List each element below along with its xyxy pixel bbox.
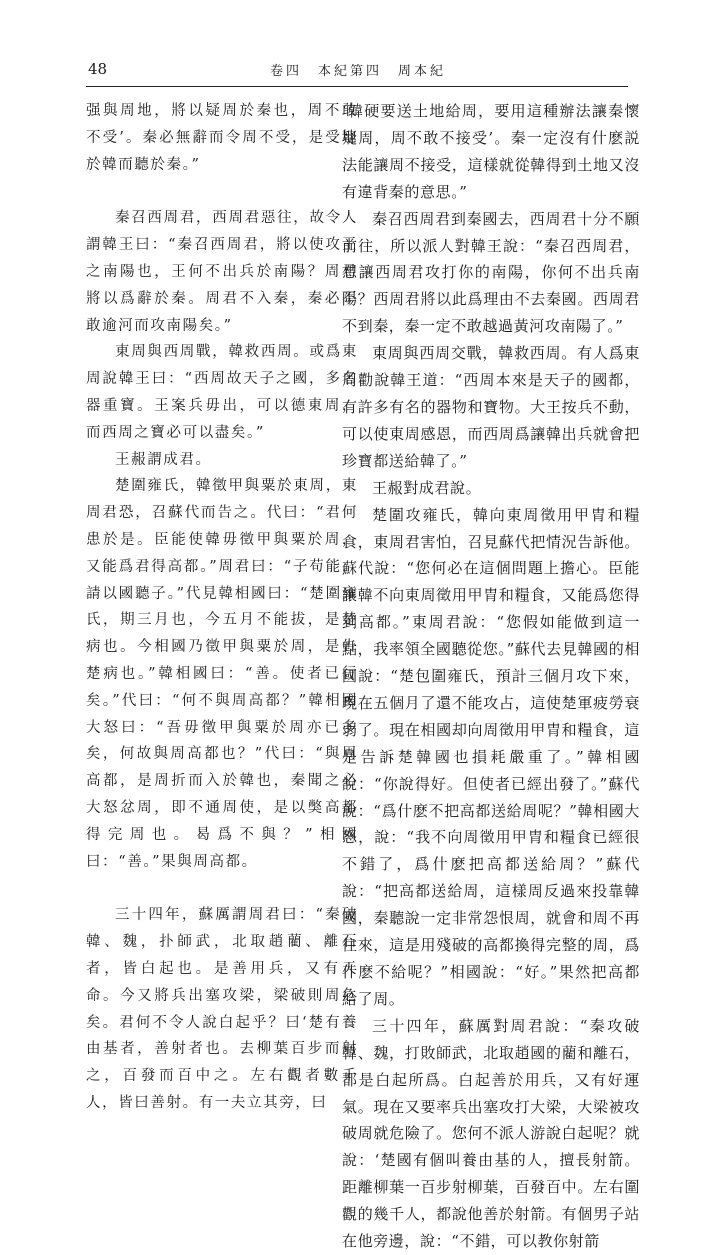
left-paragraph-2: 秦召西周君，西周君惡往，故令人謂韓王曰：“秦召西周君，將以使攻王之南陽也，王何不出兵於南陽？周君將以爲辭於秦。周君不入秦，秦必不敢逾河而攻南陽矣。” [86, 210, 358, 334]
header-rule [86, 86, 628, 87]
left-paragraph-1: 强與周地，將以疑周於秦也，周不敢不受’。秦必無辭而令周不受，是受地於韓而聽於秦。” [86, 103, 358, 173]
right-paragraph-5: 楚圍攻雍氏，韓向東周徵用甲胄和糧食，東周君害怕，召見蘇代把情況告訴他。蘇代說：“您何必在這個問題上擔心。臣能讓韓不向東周徵用甲胄和糧食，又能爲您得到高都。”東周君說：“您假如能做到這一點，我率領全國聽從您。”蘇代去見韓國的相國說：“楚包圍雍氏，預計三個月攻下來，現在五個月了還不能攻占，這使楚軍疲勞衰弱了。現在相國却向周徵用甲胄和糧食，這是告訴楚韓國也損耗嚴重了。”韓相國說：“你說得好。但使者已經出發了。”蘇代說：“爲什麽不把高都送給周呢？”韓相國大怒，說：“我不向周徵用甲胄和糧食已經很不錯了，爲什麽把高都送給周？”蘇代說：“把高都送給周，這樣周反過來投靠韓國，秦聽說一定非常怨恨周，就會和周不再往來，這是用殘破的高都換得完整的周，爲什麽不給呢？”相國說：“好。”果然把高都給了周。 [342, 505, 640, 1008]
right-paragraph-1: ‘韓硬要送土地給周，要用這種辦法讓秦懷疑周，周不敢不接受’。秦一定沒有什麽説法能讓周不接受，這樣就從韓得到土地又沒有違背秦的意思。” [342, 102, 640, 201]
right-paragraph-6: 三十四年，蘇厲對周君說：“秦攻破韓、魏，打敗師武，北取趙國的藺和離石，都是白起所爲。白起善於用兵，又有好運氣。現在又要率兵出塞攻打大梁，大梁被攻破周就危險了。您何不派人游說白起呢？就說：‘楚國有個叫養由基的人，擅長射箭。距離柳葉一百步射柳葉，百發百中。左右圍觀的幾千人，都說他善於射箭。有個男子站在他旁邊，說：“不錯，可以教你射箭 [342, 1016, 640, 1251]
left-paragraph-4: 王赧謂成君。 [115, 451, 212, 468]
left-paragraph-5: 楚圍雍氏，韓徵甲與粟於東周，東周君恐，召蘇代而告之。代曰：“君何患於是。臣能使韓毋徵甲與粟於周，又能爲君得高都。”周君曰：“子苟能，請以國聽子。”代見韓相國曰：“楚圍雍氏，期三月也，今五月不能拔，是楚病也。今相國乃徵甲與粟於周，是告楚病也。”韓相國曰：“善。使者已行矣。”代曰：“何不與周高都？”韓相國大怒曰：“吾毋徵甲與粟於周亦已多矣，何故與周高都也？”代曰：“與周高都，是周折而入於韓也，秦聞之必大怒忿周，即不通周使，是以獘高都得完周也。曷爲不與？”相國曰：“善。”果與周高都。 [86, 478, 358, 870]
translation-text-column [342, 98, 640, 1255]
left-paragraph-6: 三十四年，蘇厲謂周君曰：“秦破韓、魏，扑師武，北取趙藺、離石者，皆白起也。是善用兵，又有天命。今又將兵出塞攻梁，梁破則周危矣。君何不令人說白起乎？曰‘楚有養由基者，善射者也。去柳葉百步而射之，百發而百中之。左右觀者數千人，皆曰善射。有一夫立其旁，曰 [86, 907, 358, 1111]
page-number: 48 [88, 60, 108, 78]
left-paragraph-3: 東周與西周戰，韓救西周。或爲東周說韓王曰：“西周故天子之國，多名器重寶。王案兵毋出，可以德東周，而西周之寶必可以盡矣。” [86, 344, 358, 441]
running-header: 卷四 本紀第四 周本紀 [269, 64, 446, 79]
right-paragraph-2: 秦召西周君到秦國去，西周君十分不願前往，所以派人對韓王說：“秦召西周君，想讓西周君攻打你的南陽，你何不出兵南陽？西周君將以此爲理由不去秦國。西周君不到秦，秦一定不敢越過黃河攻南陽了。” [342, 209, 640, 336]
right-paragraph-4: 王赧對成君說。 [372, 478, 482, 497]
classical-text-column [86, 98, 358, 1117]
right-paragraph-3: 東周與西周交戰，韓救西周。有人爲東周勸說韓王道：“西周本來是天子的國都，有許多有名的器物和寶物。大王按兵不動，可以使東周感恩，而西周爲讓韓出兵就會把珍寶都送給韓了。” [342, 344, 640, 470]
